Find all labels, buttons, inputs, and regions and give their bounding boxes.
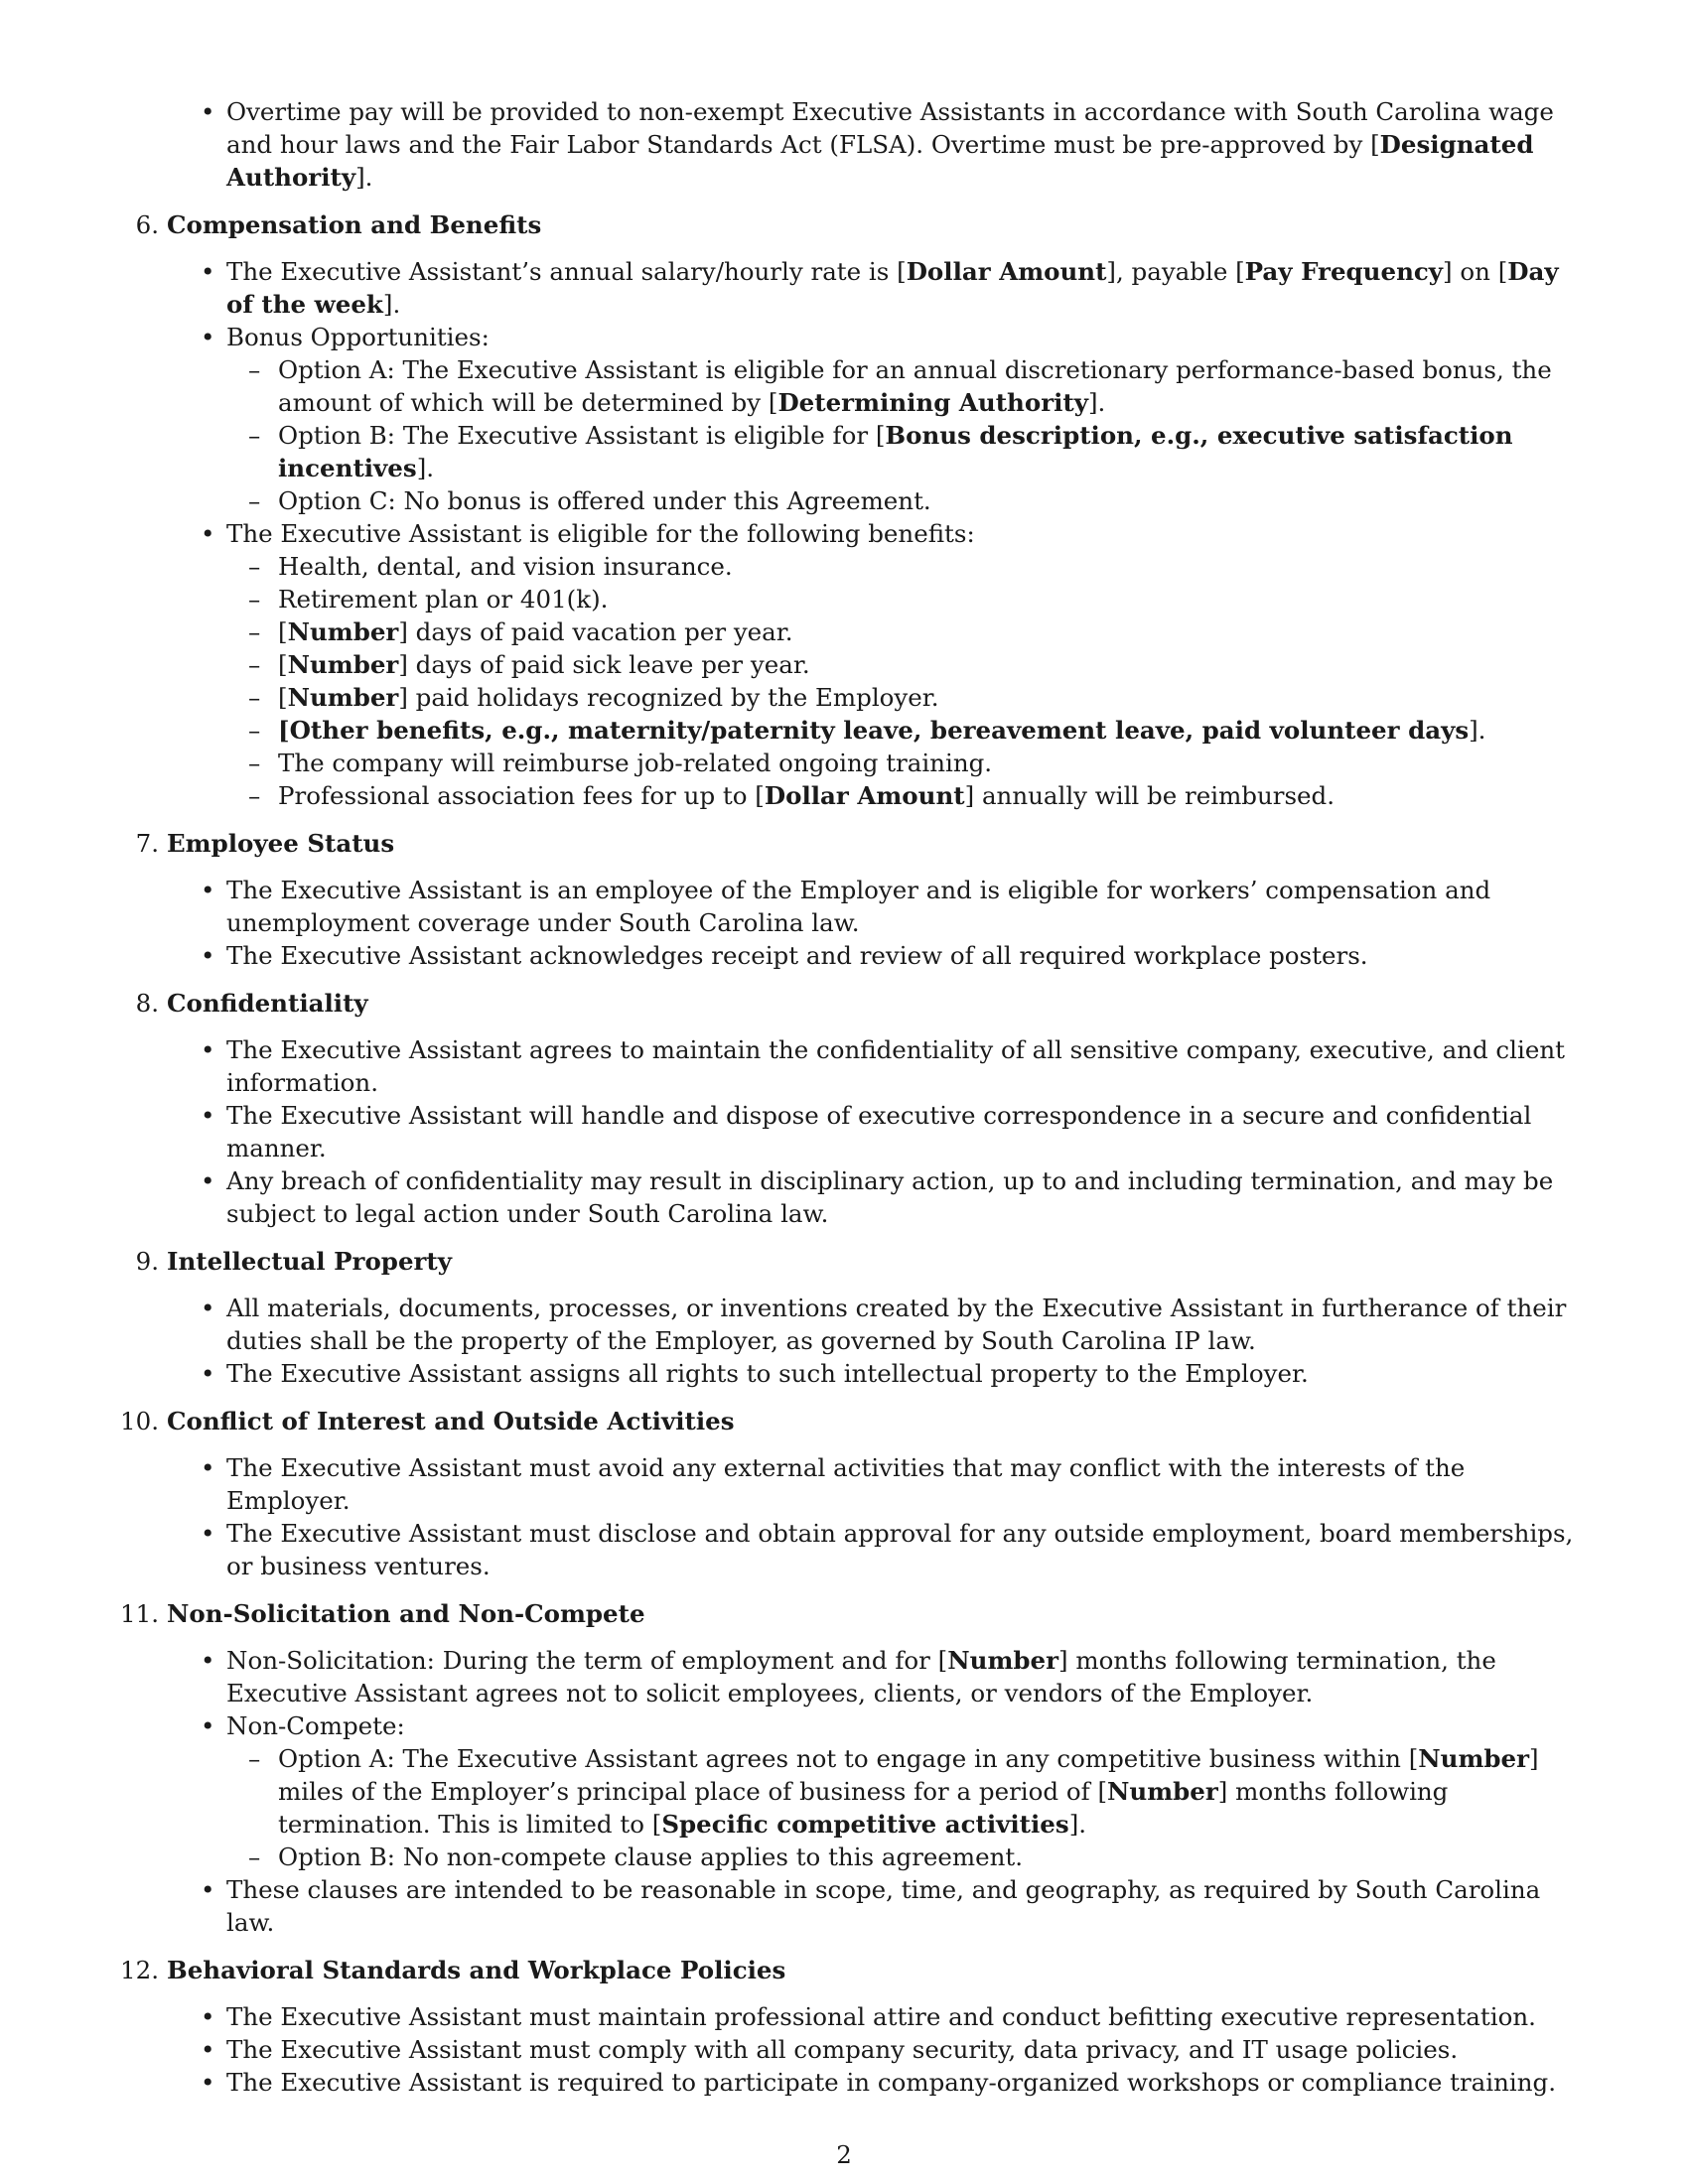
section-number: 11. <box>120 1599 159 1628</box>
list-item: • The Executive Assistant must avoid any external activities that may conflict with the interests of the Employer. <box>226 1451 1589 1517</box>
sub-list-item: – [Number] days of paid sick leave per year. <box>278 648 1589 681</box>
list-item: • The Executive Assistant is required to participate in company-organized workshops or compliance training. <box>226 2066 1589 2099</box>
page-number: 2 <box>836 2140 852 2169</box>
section-title: Behavioral Standards and Workplace Policies <box>167 1956 786 1984</box>
sub-list-item: – Option B: The Executive Assistant is eligible for [Bonus description, e.g., executive satisfaction incentives]. <box>278 419 1589 484</box>
section-heading <box>135 208 1589 241</box>
section-number: 10. <box>120 1407 159 1435</box>
section-title: Conflict of Interest and Outside Activities <box>167 1407 735 1435</box>
bullet-list <box>167 1033 1589 1230</box>
document-body <box>120 95 1589 2099</box>
bullet-list <box>167 255 1589 812</box>
bullet-list <box>167 874 1589 972</box>
list-item: • Non-Compete: – Option A: The Executive Assistant agrees not to engage in any competitive business within [Number] miles of the Employer’s principal place of business for a period of [Number] months following termination. This is limited to [Specific competitive activities]. – Option B: No non-compete clause applies to this agreement. <box>226 1709 1589 1873</box>
bullet-list <box>167 1292 1589 1390</box>
list-item: • The Executive Assistant assigns all rights to such intellectual property to the Employer. <box>226 1357 1589 1390</box>
list-item: • All materials, documents, processes, or inventions created by the Executive Assistant in furtherance of their duties shall be the property of the Employer, as governed by South Carolina IP law. <box>226 1292 1589 1357</box>
list-item: • The Executive Assistant is eligible for the following benefits: – Health, dental, and vision insurance. – Retirement plan or 401(k). – [Number] days of paid vacation per year. – [Number] days of paid sick leave per year. – [Number] paid holidays recognized by the Employer. – [Other benefits, e.g., maternity/paternity leave, bereavement leave, paid volunteer days]. – The company will reimburse job-related ongoing training. – Professional association fees for up to [Dollar Amount] annually will be reimbursed. <box>226 517 1589 812</box>
section-heading <box>120 1954 1589 1986</box>
bullet-list <box>167 1451 1589 1582</box>
section-title: Intellectual Property <box>167 1247 452 1276</box>
sub-list-item: – Health, dental, and vision insurance. <box>278 550 1589 583</box>
list-item: • These clauses are intended to be reasonable in scope, time, and geography, as required by South Carolina law. <box>226 1873 1589 1939</box>
list-item: • The Executive Assistant must comply with all company security, data privacy, and IT usage policies. <box>226 2033 1589 2066</box>
sub-list <box>226 550 1589 812</box>
list-item: • The Executive Assistant must maintain professional attire and conduct befitting executive representation. <box>226 2000 1589 2033</box>
section-title: Employee Status <box>167 829 395 858</box>
section-number: 12. <box>120 1956 159 1984</box>
section-number: 6. <box>135 210 159 239</box>
bullet-list <box>167 1644 1589 1939</box>
list-item: • The Executive Assistant’s annual salary/hourly rate is [Dollar Amount], payable [Pay Frequency] on [Day of the week]. <box>226 255 1589 321</box>
sub-list-item: – Option A: The Executive Assistant agrees not to engage in any competitive business within [Number] miles of the Employer’s principal place of business for a period of [Number] months following termination. This is limited to [Specific competitive activities]. <box>278 1742 1589 1841</box>
section-heading <box>135 987 1589 1020</box>
sub-list-item: – Option C: No bonus is offered under this Agreement. <box>278 484 1589 517</box>
sub-list-item: – Retirement plan or 401(k). <box>278 583 1589 615</box>
list-item: • The Executive Assistant agrees to maintain the confidentiality of all sensitive company, executive, and client information. <box>226 1033 1589 1099</box>
sub-list-item: – Professional association fees for up to [Dollar Amount] annually will be reimbursed. <box>278 779 1589 812</box>
sub-list-item: – [Number] days of paid vacation per year. <box>278 615 1589 648</box>
section-number: 8. <box>135 989 159 1018</box>
section-heading <box>120 1405 1589 1437</box>
section-number: 7. <box>135 829 159 858</box>
sub-list <box>226 353 1589 517</box>
section-intellectual-property <box>135 1245 1589 1390</box>
list-item: • Any breach of confidentiality may result in disciplinary action, up to and including termination, and may be subject to legal action under South Carolina law. <box>226 1164 1589 1230</box>
section-number: 9. <box>135 1247 159 1276</box>
list-item: • The Executive Assistant acknowledges receipt and review of all required workplace posters. <box>226 939 1589 972</box>
section-heading <box>135 827 1589 860</box>
overtime-list <box>167 95 1589 194</box>
section-behavioral-standards <box>120 1954 1589 2099</box>
section-heading <box>120 1597 1589 1630</box>
section-employee-status <box>135 827 1589 972</box>
section-title: Confidentiality <box>167 989 368 1018</box>
bullet-list <box>167 2000 1589 2099</box>
list-item: • The Executive Assistant will handle and dispose of executive correspondence in a secure and confidential manner. <box>226 1099 1589 1164</box>
list-item: • Non-Solicitation: During the term of employment and for [Number] months following termination, the Executive Assistant agrees not to solicit employees, clients, or vendors of the Employer. <box>226 1644 1589 1709</box>
sub-list <box>226 1742 1589 1873</box>
sub-list-item: – The company will reimburse job-related ongoing training. <box>278 747 1589 779</box>
section-heading <box>135 1245 1589 1278</box>
sub-list-item: – Option A: The Executive Assistant is eligible for an annual discretionary performance-based bonus, the amount of which will be determined by [Determining Authority]. <box>278 353 1589 419</box>
section-title: Non-Solicitation and Non-Compete <box>167 1599 645 1628</box>
overtime-bullet: • Overtime pay will be provided to non-exempt Executive Assistants in accordance with South Carolina wage and hour laws and the Fair Labor Standards Act (FLSA). Overtime must be pre-approved by [Designated Authority]. <box>226 95 1589 194</box>
section-conflict-of-interest <box>120 1405 1589 1582</box>
sub-list-item: – [Other benefits, e.g., maternity/paternity leave, bereavement leave, paid volunteer days]. <box>278 714 1589 747</box>
section-title: Compensation and Benefits <box>167 210 542 239</box>
list-item: • The Executive Assistant is an employee of the Employer and is eligible for workers’ compensation and unemployment coverage under South Carolina law. <box>226 874 1589 939</box>
sub-list-item: – Option B: No non-compete clause applies to this agreement. <box>278 1841 1589 1873</box>
section-non-solicitation <box>120 1597 1589 1939</box>
section-compensation <box>135 208 1589 812</box>
section-confidentiality <box>135 987 1589 1230</box>
sub-list-item: – [Number] paid holidays recognized by the Employer. <box>278 681 1589 714</box>
list-item: • The Executive Assistant must disclose and obtain approval for any outside employment, board memberships, or business ventures. <box>226 1517 1589 1582</box>
list-item: • Bonus Opportunities: – Option A: The Executive Assistant is eligible for an annual discretionary performance-based bonus, the amount of which will be determined by [Determining Authority]. – Option B: The Executive Assistant is eligible for [Bonus description, e.g., executive satisfaction incentives]. – Option C: No bonus is offered under this Agreement. <box>226 321 1589 517</box>
